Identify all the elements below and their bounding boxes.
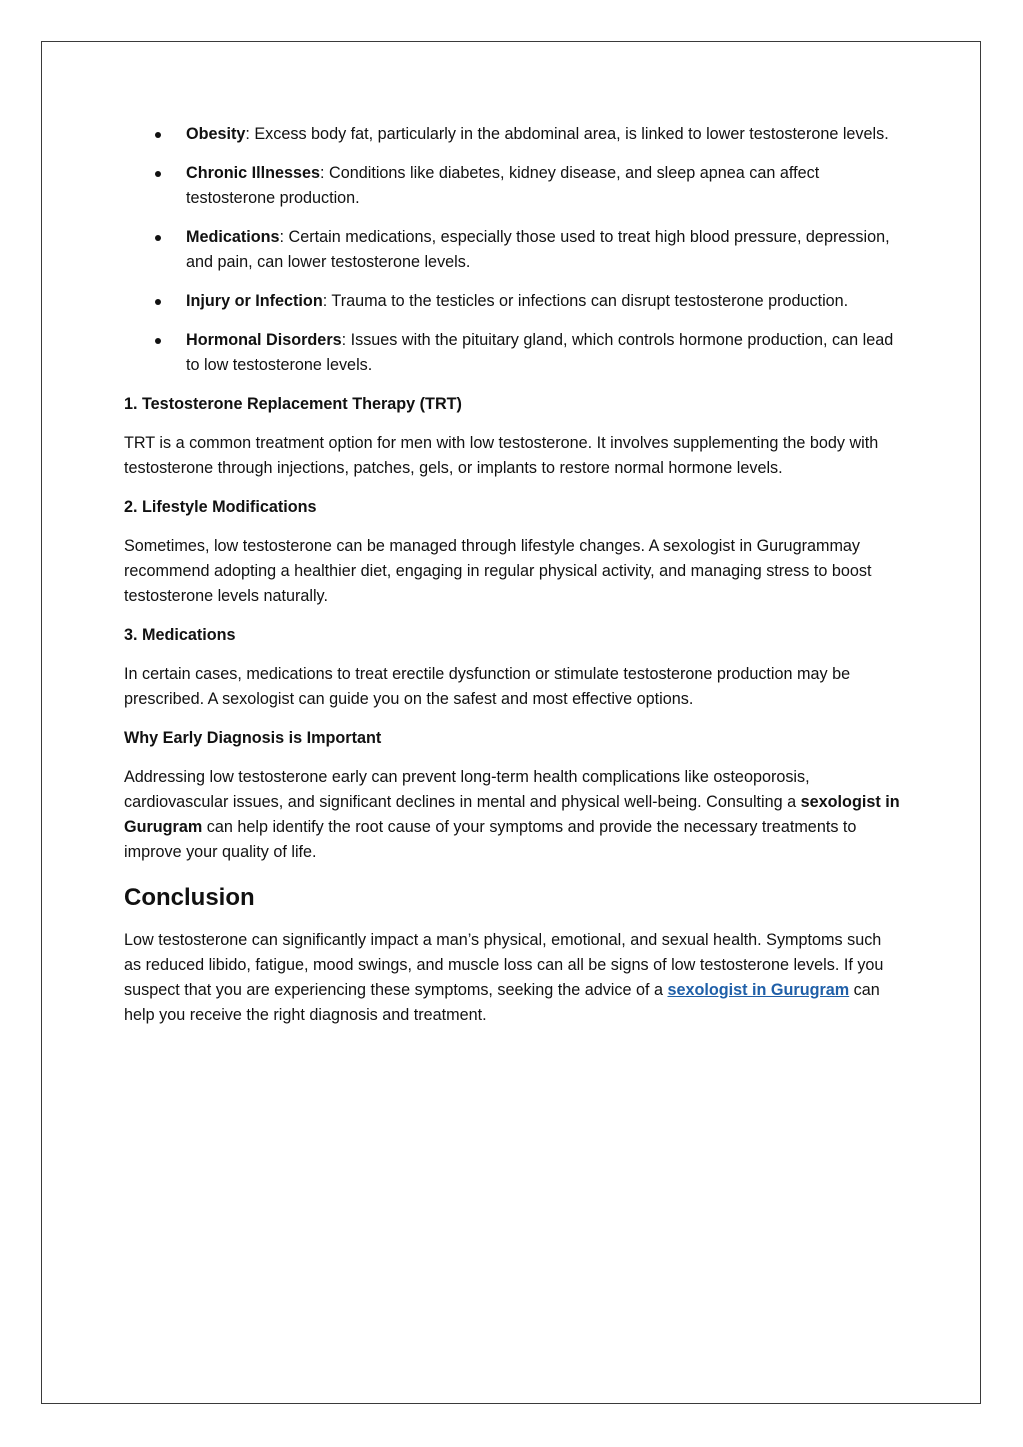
- list-item: [124, 122, 902, 147]
- list-item-text: : Excess body fat, particularly in the abdominal area, is linked to lower testosterone levels.: [245, 125, 889, 143]
- list-item: [124, 289, 902, 314]
- sexologist-link[interactable]: sexologist in Gurugram: [667, 981, 850, 999]
- lifestyle-heading: 2. Lifestyle Modifications: [124, 498, 317, 516]
- early-text-before: Addressing low testosterone early can prevent long-term health complications like osteoporosis, cardiovascular issues, and significant declines in mental and physical well-being. Consulting a: [124, 768, 810, 811]
- bullet-icon: [155, 235, 161, 241]
- medications-paragraph: In certain cases, medications to treat erectile dysfunction or stimulate testosterone production may be prescribed. A sexologist can guide you on the safest and most effective options.: [124, 665, 851, 708]
- list-item: [124, 328, 902, 378]
- list-item-term: Hormonal Disorders: [186, 331, 342, 349]
- bullet-icon: [155, 132, 161, 138]
- document-content: [124, 122, 902, 1042]
- lifestyle-paragraph: Sometimes, low testosterone can be managed through lifestyle changes. A sexologist in Gurugrammay recommend adopting a healthier diet, engaging in regular physical activity, and managing stress to boost testosterone levels naturally.: [124, 537, 872, 605]
- medications-heading: 3. Medications: [124, 626, 236, 644]
- list-item-term: Medications: [186, 228, 280, 246]
- early-text-bold: sexologist in Gurugram: [124, 793, 900, 836]
- trt-heading: 1. Testosterone Replacement Therapy (TRT): [124, 395, 462, 413]
- list-item-term: Injury or Infection: [186, 292, 323, 310]
- bullet-icon: [155, 171, 161, 177]
- bullet-icon: [155, 299, 161, 305]
- list-item-term: Chronic Illnesses: [186, 164, 321, 182]
- bullet-icon: [155, 338, 161, 344]
- list-item: [124, 161, 902, 211]
- early-text-after: can help identify the root cause of your symptoms and provide the necessary treatments to improve your quality of life.: [124, 818, 857, 861]
- conclusion-text-before: Low testosterone can significantly impact a man’s physical, emotional, and sexual health. Symptoms such as reduced libido, fatigue, mood swings, and muscle loss can all be signs of low testosterone levels. If you suspect that you are experiencing these symptoms, seeking the advice of a: [124, 931, 884, 999]
- list-item: [124, 225, 902, 275]
- early-diagnosis-heading: Why Early Diagnosis is Important: [124, 729, 382, 747]
- list-item-text: : Conditions like diabetes, kidney disease, and sleep apnea can affect testosterone production.: [186, 164, 820, 207]
- list-item-text: : Certain medications, especially those used to treat high blood pressure, depression, and pain, can lower testosterone levels.: [186, 228, 890, 271]
- trt-paragraph: TRT is a common treatment option for men with low testosterone. It involves supplementing the body with testosterone through injections, patches, gels, or implants to restore normal hormone levels.: [124, 434, 879, 477]
- cause-list: [124, 122, 902, 378]
- early-diagnosis-paragraph: [124, 765, 902, 865]
- list-item-text: : Trauma to the testicles or infections can disrupt testosterone production.: [322, 292, 849, 310]
- list-item-term: Obesity: [186, 125, 246, 143]
- conclusion-heading: Conclusion: [124, 884, 255, 911]
- conclusion-paragraph: [124, 928, 902, 1028]
- list-item-text: : Issues with the pituitary gland, which controls hormone production, can lead to low testosterone levels.: [186, 331, 894, 374]
- conclusion-text-after: can help you receive the right diagnosis and treatment.: [124, 981, 880, 1024]
